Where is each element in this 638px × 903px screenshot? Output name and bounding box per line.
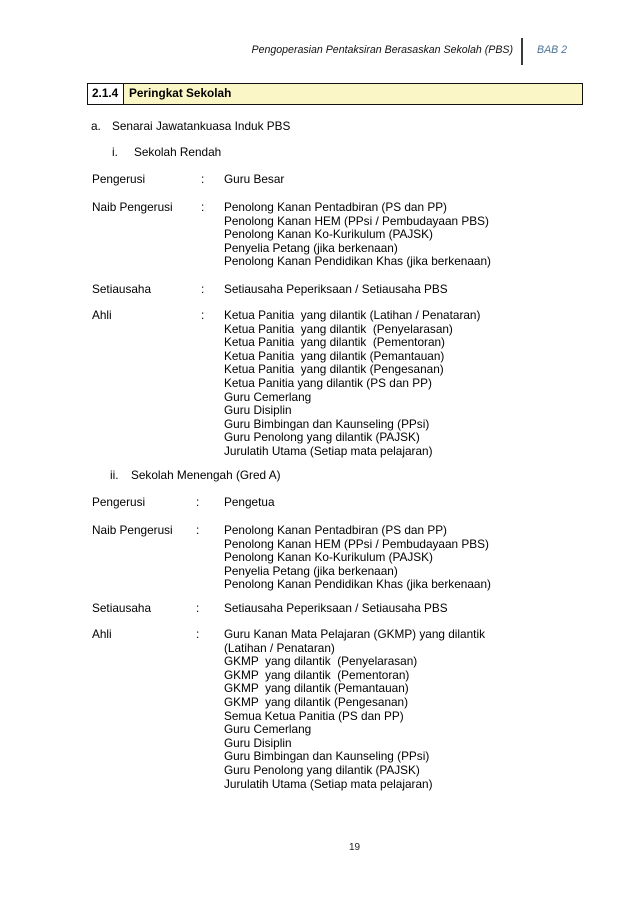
member-item: Penolong Kanan Pendidikan Khas (jika berkenaan) xyxy=(224,254,491,269)
member-item: GKMP yang dilantik (Pengesanan) xyxy=(224,695,409,709)
member-item: Guru Bimbingan dan Kaunseling (PPsi) xyxy=(224,749,430,764)
role-label: Ahli xyxy=(92,308,112,322)
member-item: Semua Ketua Panitia (PS dan PP) xyxy=(224,708,404,723)
member-item: Guru Kanan Mata Pelajaran (GKMP) yang dilantik xyxy=(224,627,485,641)
member-item: (Latihan / Penataran) xyxy=(224,640,335,655)
subsection-title: Senarai Jawatankuasa Induk PBS xyxy=(112,119,291,133)
role-label: Naib Pengerusi xyxy=(92,523,173,537)
member-item: Guru Disiplin xyxy=(224,403,292,418)
member-item: Ketua Panitia yang dilantik (Latihan / Penataran) xyxy=(224,308,481,322)
role-label: Naib Pengerusi xyxy=(92,200,173,214)
group-marker: ii. xyxy=(110,468,119,482)
member-item: Guru Bimbingan dan Kaunseling (PPsi) xyxy=(224,416,430,431)
role-label: Setiausaha xyxy=(92,282,152,296)
role-label: Pengerusi xyxy=(92,495,146,509)
member-item: Setiausaha Peperiksaan / Setiausaha PBS xyxy=(224,282,448,296)
section-number: 2.1.4 xyxy=(88,84,124,104)
role-separator: : xyxy=(201,200,205,214)
role-separator: : xyxy=(196,601,200,615)
group-marker: i. xyxy=(112,145,118,159)
member-item: Penolong Kanan Pentadbiran (PS dan PP) xyxy=(224,523,447,537)
role-label: Ahli xyxy=(92,627,112,641)
member-item: Guru Besar xyxy=(224,172,285,186)
member-item: Penolong Kanan Ko-Kurikulum (PAJSK) xyxy=(224,550,433,565)
member-item: Jurulatih Utama (Setiap mata pelajaran) xyxy=(224,444,433,458)
running-header-chapter: BAB 2 xyxy=(537,44,568,56)
role-label: Pengerusi xyxy=(92,172,146,186)
member-item: Pengetua xyxy=(224,495,275,509)
role-separator: : xyxy=(196,523,200,537)
page-number: 19 xyxy=(349,842,361,853)
member-item: Guru Penolong yang dilantik (PAJSK) xyxy=(224,763,420,777)
role-separator: : xyxy=(196,627,200,641)
member-item: Jurulatih Utama (Setiap mata pelajaran) xyxy=(224,776,433,791)
member-item: Penolong Kanan HEM (PPsi / Pembudayaan PBS) xyxy=(224,536,489,551)
member-item: Setiausaha Peperiksaan / Setiausaha PBS xyxy=(224,601,448,615)
member-item: Guru Disiplin xyxy=(224,735,292,750)
member-item: Ketua Panitia yang dilantik (Pemantauan) xyxy=(224,348,445,363)
member-item: GKMP yang dilantik (Pemantauan) xyxy=(224,681,409,696)
member-item: Penyelia Petang (jika berkenaan) xyxy=(224,240,398,255)
group-title: Sekolah Menengah (Gred A) xyxy=(131,468,281,482)
running-header-title: Pengoperasian Pentaksiran Berasaskan Sekolah (PBS) xyxy=(251,44,513,56)
group-title: Sekolah Rendah xyxy=(134,145,222,159)
member-item: GKMP yang dilantik (Pementoran) xyxy=(224,667,410,682)
member-item: Ketua Panitia yang dilantik (PS dan PP) xyxy=(224,376,432,390)
header-separator xyxy=(521,38,523,65)
member-item: Ketua Panitia yang dilantik (Pementoran) xyxy=(224,335,445,350)
member-item: Guru Cemerlang xyxy=(224,389,312,404)
section-title: Peringkat Sekolah xyxy=(124,84,582,104)
member-item: Ketua Panitia yang dilantik (Pengesanan) xyxy=(224,362,444,377)
role-separator: : xyxy=(201,282,205,296)
role-separator: : xyxy=(201,308,205,322)
role-separator: : xyxy=(201,172,205,186)
member-item: Penolong Kanan Ko-Kurikulum (PAJSK) xyxy=(224,227,433,242)
member-item: GKMP yang dilantik (Penyelarasan) xyxy=(224,654,418,669)
member-item: Penolong Kanan HEM (PPsi / Pembudayaan PBS) xyxy=(224,213,489,228)
role-separator: : xyxy=(196,495,200,509)
section-heading-box xyxy=(87,83,583,105)
member-item: Penyelia Petang (jika berkenaan) xyxy=(224,563,398,578)
member-item: Penolong Kanan Pentadbiran (PS dan PP) xyxy=(224,200,447,214)
member-item: Penolong Kanan Pendidikan Khas (jika berkenaan) xyxy=(224,577,491,592)
role-label: Setiausaha xyxy=(92,601,152,615)
member-item: Ketua Panitia yang dilantik (Penyelarasan) xyxy=(224,321,453,336)
member-item: Guru Cemerlang xyxy=(224,722,312,737)
subsection-marker: a. xyxy=(91,119,101,133)
member-item: Guru Penolong yang dilantik (PAJSK) xyxy=(224,430,420,445)
